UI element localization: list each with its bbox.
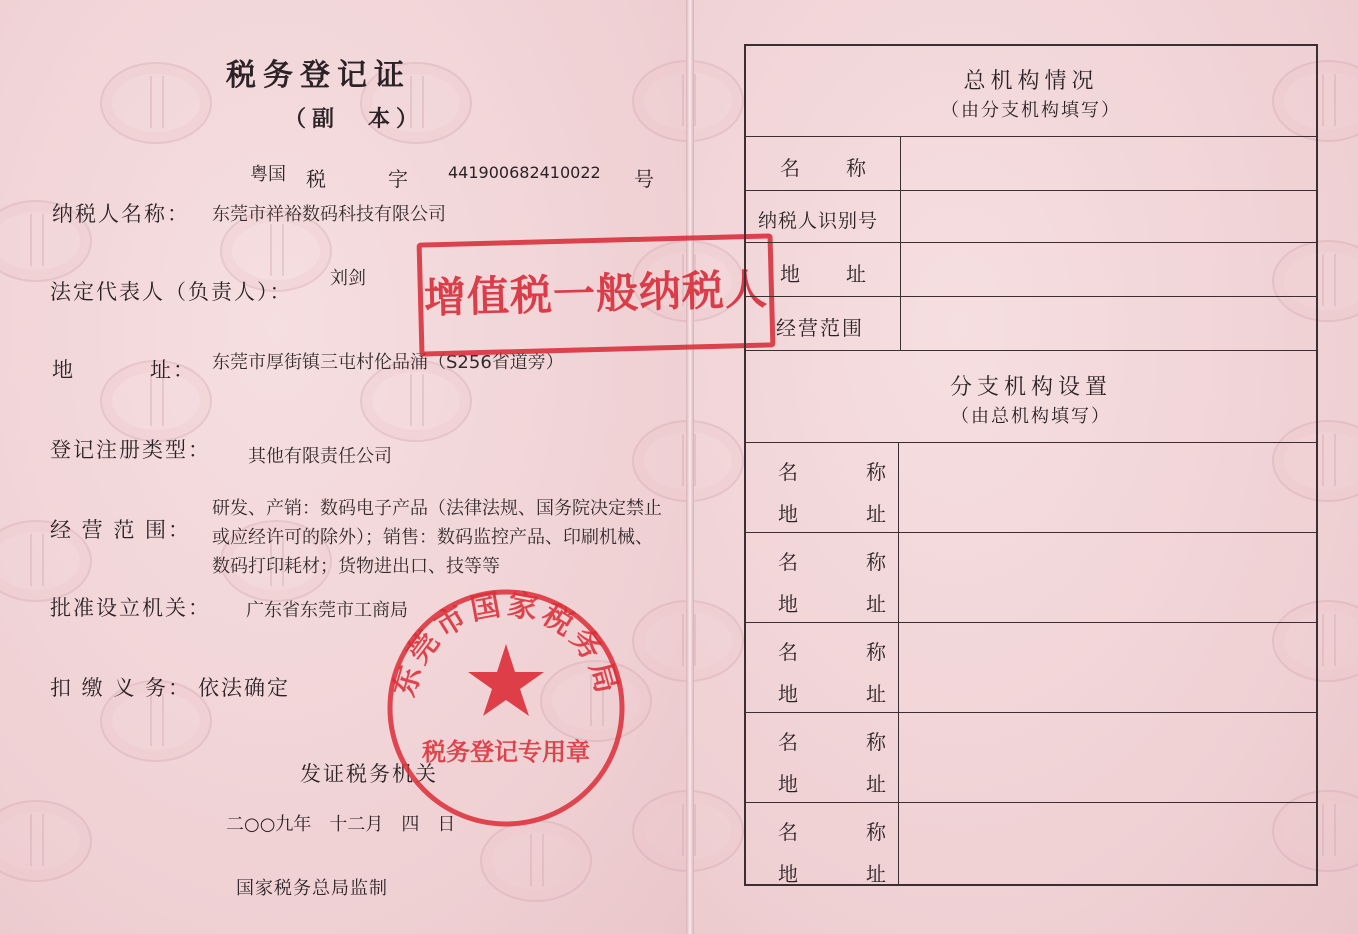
business-scope-value: 研发、产销：数码电子产品（法律法规、国务院决定禁止或应经许可的除外）；销售：数码监控产品、印刷机械、数码打印耗材；货物进出口、技等等: [212, 498, 662, 577]
legal-rep-value: 刘剑: [330, 268, 366, 289]
issue-date: 二○○九年 十二月 四 日: [226, 814, 456, 835]
tax-id-word-zi: 字: [388, 167, 408, 191]
registration-type-label: 登记注册类型：: [50, 438, 211, 462]
vat-taxpayer-stamp: [417, 233, 776, 356]
address-value: 东莞市厚街镇三屯村伦品涌（S256省道旁）: [212, 352, 564, 373]
branch-4-address-label: 地 址: [778, 772, 888, 796]
hq-business-scope-label: 经营范围: [776, 316, 864, 340]
branch-4-name-label: 名 称: [778, 730, 888, 754]
branch-3-address-label: 地 址: [778, 682, 888, 706]
hq-taxpayer-id-label: 纳税人识别号: [758, 210, 879, 232]
address-label-1: 地: [52, 358, 75, 382]
hq-section-subtitle: （由分支机构填写）: [941, 100, 1121, 121]
registration-type-value: 其他有限责任公司: [248, 446, 392, 467]
branch-3-name-label: 名 称: [778, 640, 888, 664]
branch-5-address-label: 地 址: [778, 862, 888, 886]
supervisor-note: 国家税务总局监制: [236, 878, 388, 899]
branch-2-name-label: 名 称: [778, 550, 888, 574]
hq-name-label: 名 称: [780, 156, 868, 180]
legal-rep-label: 法定代表人（负责人）：: [50, 280, 293, 304]
address-label-2: 址：: [150, 358, 196, 382]
document-subtitle: （副 本）: [284, 106, 425, 132]
approval-authority-label: 批准设立机关：: [50, 596, 211, 620]
tax-id-number: 441900682410022: [448, 163, 601, 182]
branch-section-subtitle: （由总机构填写）: [951, 406, 1111, 427]
tax-bureau-seal: [382, 584, 630, 832]
branch-5-name-label: 名 称: [778, 820, 888, 844]
tax-id-prefix: 粤国: [250, 164, 286, 185]
tax-id-word-shui: 税: [306, 167, 326, 191]
approval-authority-value: 广东省东莞市工商局: [246, 600, 408, 621]
hq-section-title: 总机构情况: [963, 69, 1099, 94]
vat-stamp-text: 增值税一般纳税人: [423, 264, 769, 323]
taxpayer-name-label: 纳税人名称：: [52, 202, 190, 226]
book-spine: [686, 0, 694, 934]
tax-id-suffix: 号: [634, 167, 654, 191]
branch-2-address-label: 地 址: [778, 592, 888, 616]
branch-1-name-label: 名 称: [778, 460, 888, 484]
issuing-authority-label: 发证税务机关: [300, 762, 438, 786]
branch-section-title: 分支机构设置: [949, 375, 1112, 400]
taxpayer-name-value: 东莞市祥裕数码科技有限公司: [212, 204, 446, 225]
organization-table: [744, 44, 1318, 886]
seal-inner-text: 税务登记专用章: [422, 738, 590, 766]
hq-address-label: 地 址: [780, 262, 868, 286]
withholding-value: 依法确定: [198, 676, 290, 700]
document-title: 税务登记证: [226, 58, 411, 93]
seal-star-icon: [468, 644, 544, 716]
withholding-label: 扣 缴 义 务：: [50, 676, 192, 700]
business-scope-label: 经 营 范 围：: [50, 518, 192, 542]
seal-outer-text: 东莞市国家税务局: [386, 587, 626, 701]
branch-1-address-label: 地 址: [778, 502, 888, 526]
